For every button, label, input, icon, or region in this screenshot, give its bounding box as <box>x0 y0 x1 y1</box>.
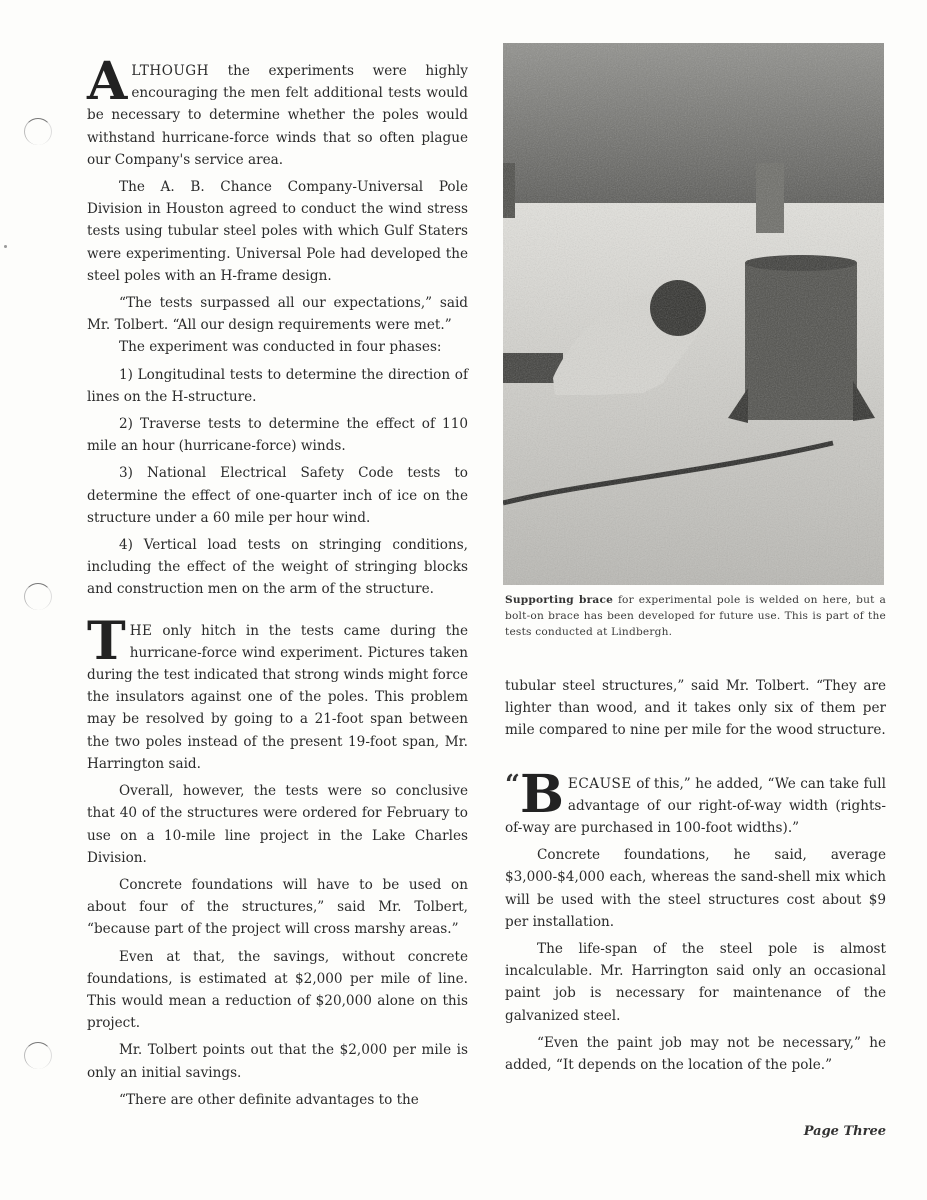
paragraph: Concrete foundations, he said, average $3,000-$4,000 each, whereas the sand-shell mix which will be used with the steel structures cost about $9 per installation. <box>505 847 886 930</box>
binder-hole-bottom <box>24 1042 52 1069</box>
phase-item: 1) Longitudinal tests to determine the direction of lines on the H-structure. <box>87 366 468 405</box>
paragraph: The experiment was conducted in four phases: <box>119 339 442 356</box>
open-quote: “ <box>505 769 520 800</box>
binder-hole-top <box>24 118 52 145</box>
left-column <box>87 51 468 1116</box>
paragraph-text: only hitch in the tests came during the hurricane-force wind experiment. Pictures taken during the test indicated that strong winds might force the insulators against one of the poles. This problem may be resolved by going to a 21-foot span between the two poles instead of the present 19-foot span, Mr. Harrington said. <box>87 622 468 772</box>
paragraph-section <box>87 610 468 775</box>
lead-word: ECAUSE <box>567 775 632 792</box>
photo-caption <box>505 592 886 640</box>
photo-grain <box>503 43 884 585</box>
binder-hole-middle <box>24 583 52 610</box>
paragraph: The A. B. Chance Company-Universal Pole Division in Houston agreed to conduct the wind stress tests using tubular steel poles with which Gulf Staters were experimenting. Universal Pole had developed the steel poles with an H-frame design. <box>87 179 468 284</box>
drop-cap: B <box>519 763 564 825</box>
paragraph-text: the experiments were highly encouraging the men felt additional tests would be necessary to determine whether the poles would withstand hurricane-force winds that so often plague our Company's service area. <box>87 63 468 168</box>
paragraph: Even at that, the savings, without concrete foundations, is estimated at $2,000 per mile of line. This would mean a reduction of $20,000 alone on this project. <box>87 948 468 1032</box>
phase-item: 4) Vertical load tests on stringing conditions, including the effect of the weight of stringing blocks and construction men on the arm of the structure. <box>87 537 468 598</box>
paragraph-intro <box>87 51 468 171</box>
paragraph-text: of this,” he added, “We can take full advantage of our right-of-way width (rights-of-way are purchased in 100-foot widths).” <box>505 775 886 837</box>
right-column <box>505 675 886 1081</box>
phase-item: 3) National Electrical Safety Code tests to determine the effect of one-quarter inch of ice on the structure under a 60 mile per hour wind. <box>87 465 468 526</box>
lead-word: HE <box>129 622 153 639</box>
phase-item: 2) Traverse tests to determine the effect of 110 mile an hour (hurricane-force) winds. <box>87 416 468 455</box>
paragraph: The life-span of the steel pole is almost incalculable. Mr. Harrington said only an occasional paint job is necessary for maintenance of the galvanized steel. <box>505 941 886 1024</box>
paragraph: Concrete foundations will have to be used on about four of the structures,” said Mr. Tolbert, “because part of the project will cross marshy areas.” <box>87 876 468 938</box>
paragraph: tubular steel structures,” said Mr. Tolbert. “They are lighter than wood, and it takes only six of them per mile compared to nine per mile for the wood structure. <box>505 678 886 739</box>
paragraph: “There are other definite advantages to the <box>119 1091 419 1108</box>
paragraph: “Even the paint job may not be necessary,” he added, “It depends on the location of the pole.” <box>505 1034 886 1074</box>
drop-cap: A <box>87 51 128 112</box>
margin-speck <box>4 245 7 248</box>
lead-word: LTHOUGH <box>131 63 210 79</box>
photo-welder-pole <box>503 43 884 585</box>
paragraph-section <box>505 763 886 840</box>
paragraph: “The tests surpassed all our expectations,” said Mr. Tolbert. “All our design requirements were met.” <box>87 295 468 334</box>
drop-cap: T <box>87 610 126 672</box>
photo-illustration <box>503 43 884 585</box>
paragraph: Mr. Tolbert points out that the $2,000 per mile is only an initial savings. <box>87 1042 468 1081</box>
caption-text: for experimental pole is welded on here, but a bolt-on brace has been developed for future use. This is part of the tests conducted at Lindbergh. <box>505 594 886 638</box>
page-number: Page Three <box>803 1124 886 1139</box>
paragraph: Overall, however, the tests were so conclusive that 40 of the structures were ordered for February to use on a 10-mile line project in the Lake Charles Division. <box>87 783 468 866</box>
caption-lead: Supporting brace <box>505 594 614 606</box>
